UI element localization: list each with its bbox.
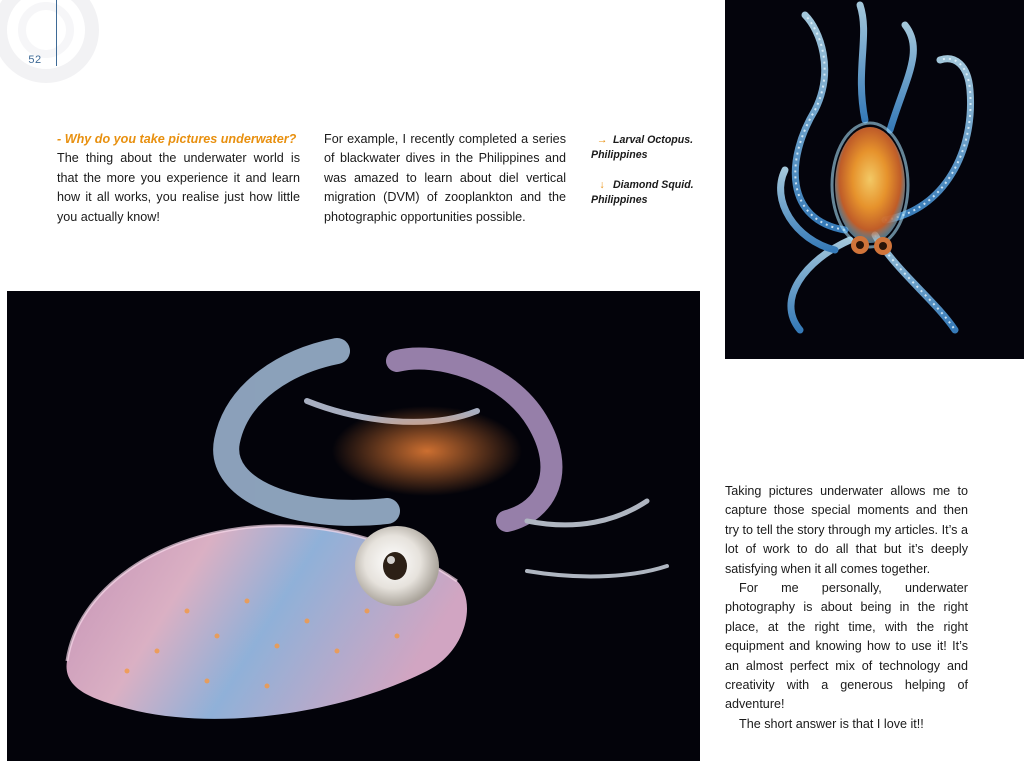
photo-captions [591, 133, 721, 223]
caption-diamond-squid [591, 178, 721, 208]
larval-octopus-illustration [725, 0, 1024, 359]
body-paragraph-2: For me personally, underwater photography is about being in the right place, at the right time, with the right equipment and knowing how to use it! It’s an almost perfect mix of technology and creativity with a generous helping of adventure! [725, 581, 968, 712]
answer-paragraph: The thing about the underwater world is that the more you experience it and learn how it all works, you realise just how little you actually know! [57, 151, 300, 224]
diamond-squid-illustration [7, 291, 700, 761]
article-column-middle [324, 130, 566, 227]
photo-larval-octopus [725, 0, 1024, 359]
arrow-right-icon: → [596, 134, 608, 146]
caption-text: Diamond Squid. Philippines [591, 179, 694, 206]
caption-text: Larval Octopus. Philippines [591, 134, 694, 161]
caption-larval-octopus [591, 133, 721, 163]
article-column-right [725, 482, 968, 734]
page-number-rule [56, 0, 57, 66]
photo-diamond-squid [7, 291, 700, 761]
page-number: 52 [28, 54, 42, 66]
article-column-left [57, 130, 300, 227]
body-paragraph-3: The short answer is that I love it!! [739, 716, 924, 731]
answer-paragraph-continued: For example, I recently completed a series of blackwater dives in the Philippines and was amazed to learn about diel vertical migration (DVM) of zooplankton and the photographic opportunities possible. [324, 132, 566, 224]
body-paragraph-1: Taking pictures underwater allows me to capture those special moments and then try to tell the story through my articles. It’s a lot of work to do all that but it’s deeply satisfying when it all comes together. [725, 484, 968, 576]
page-corner-decoration [0, 0, 102, 100]
interview-question: - Why do you take pictures underwater? [57, 132, 297, 146]
arrow-down-icon: ↓ [599, 179, 605, 191]
